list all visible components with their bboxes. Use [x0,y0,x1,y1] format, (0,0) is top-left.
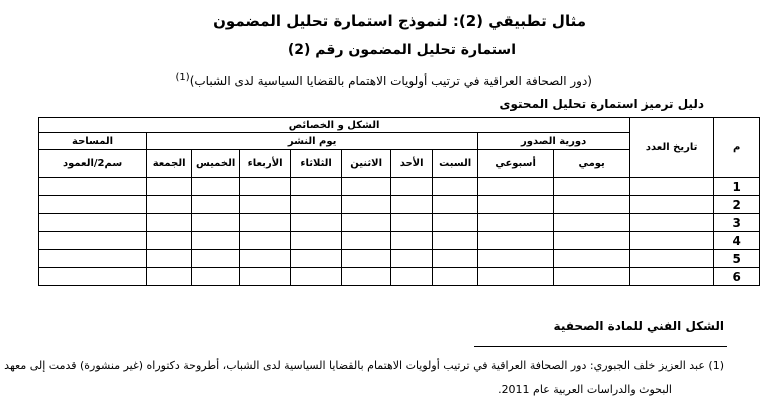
day-saturday-header: السبت [433,150,478,178]
frequency-group-header: دورية الصدور [478,133,630,150]
row-number: 2 [714,196,760,214]
table-row [39,178,760,196]
footnote-divider [474,346,727,347]
number-header: م [714,118,760,178]
row-number: 3 [714,214,760,232]
row-number: 5 [714,250,760,268]
coding-table [38,117,760,286]
publish-day-group-header: يوم النشر [147,133,478,150]
day-sunday-header: الأحد [391,150,433,178]
area-unit-header: سم2/العمود [39,150,147,178]
coding-guide-title: دليل ترميز استمارة تحليل المحتوى [499,97,704,111]
issue-date-header: تاريخ العدد [630,118,714,178]
day-friday-header: الجمعة [147,150,192,178]
table-row [39,214,760,232]
table-row [39,268,760,286]
row-number: 4 [714,232,760,250]
study-subtitle [176,72,592,88]
row-number: 1 [714,178,760,196]
frequency-weekly-header: أسبوعي [478,150,554,178]
study-subtitle-text: (دور الصحافة العراقية في ترتيب أولويات الاهتمام بالقضايا السياسية لدى الشباب) [189,74,592,88]
table-row [39,250,760,268]
area-group-header: المساحة [39,133,147,150]
table-row [39,232,760,250]
row-number: 6 [714,268,760,286]
frequency-daily-header: يومي [554,150,630,178]
page-title: مثال تطبيقي (2): لنموذج استمارة تحليل المضمون [213,12,586,30]
day-monday-header: الاثنين [342,150,391,178]
footnote-text: (1) عبد العزيز خلف الجبوري: دور الصحافة العراقية في ترتيب أولويات الاهتمام بالقضايا السياسية لدى الشباب، أطروحة دكتوراه (غير منشورة) قدمت إلى معهد [4,359,724,372]
day-wednesday-header: الأربعاء [240,150,291,178]
form-title: استمارة تحليل المضمون رقم (2) [287,42,516,58]
footnote-text-continued: البحوث والدراسات العربية عام 2011. [498,383,672,396]
day-thursday-header: الخميس [192,150,240,178]
table-row [39,196,760,214]
footnote-ref: (1) [175,72,190,83]
form-features-header: الشكل و الخصائص [39,118,630,133]
day-tuesday-header: الثلاثاء [291,150,342,178]
section-title: الشكل الفني للمادة الصحفية [553,319,724,333]
